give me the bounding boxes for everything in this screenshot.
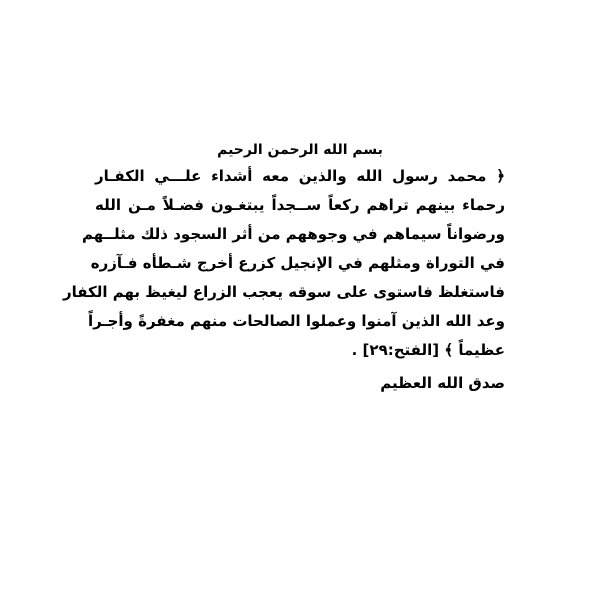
verse-line: رحماء بينهم تراهم ركعاً ســجداً يبتغـون فضـلاً مـن الله [95,196,505,214]
verse-line-final: عظيماً ﴾ [الفتح:٢٩] . [351,341,505,359]
verse-line: ورضواناً سيماهم في وجوههم من أثر السجود ذلك مثلــهم [82,225,505,243]
verse-line: ﴿ محمد رسول الله والذين معه أشداء علـــي الكفـار [95,167,505,185]
verse-line: وعد الله الذين آمنوا وعملوا الصالحات منهم مغفرةً وأجـراً [88,312,505,330]
closing-phrase: صدق الله العظيم [380,374,505,392]
verse-line: فاستغلظ فاستوى على سوقه يعجب الزراع ليغيظ بهم الكفار [62,283,505,301]
verse-line: في التوراة ومثلهم في الإنجيل كزرع أخرج شـطأه فـآزره [90,254,505,272]
basmala-heading: بسم الله الرحمن الرحيم [217,142,383,158]
document-body [62,140,505,398]
